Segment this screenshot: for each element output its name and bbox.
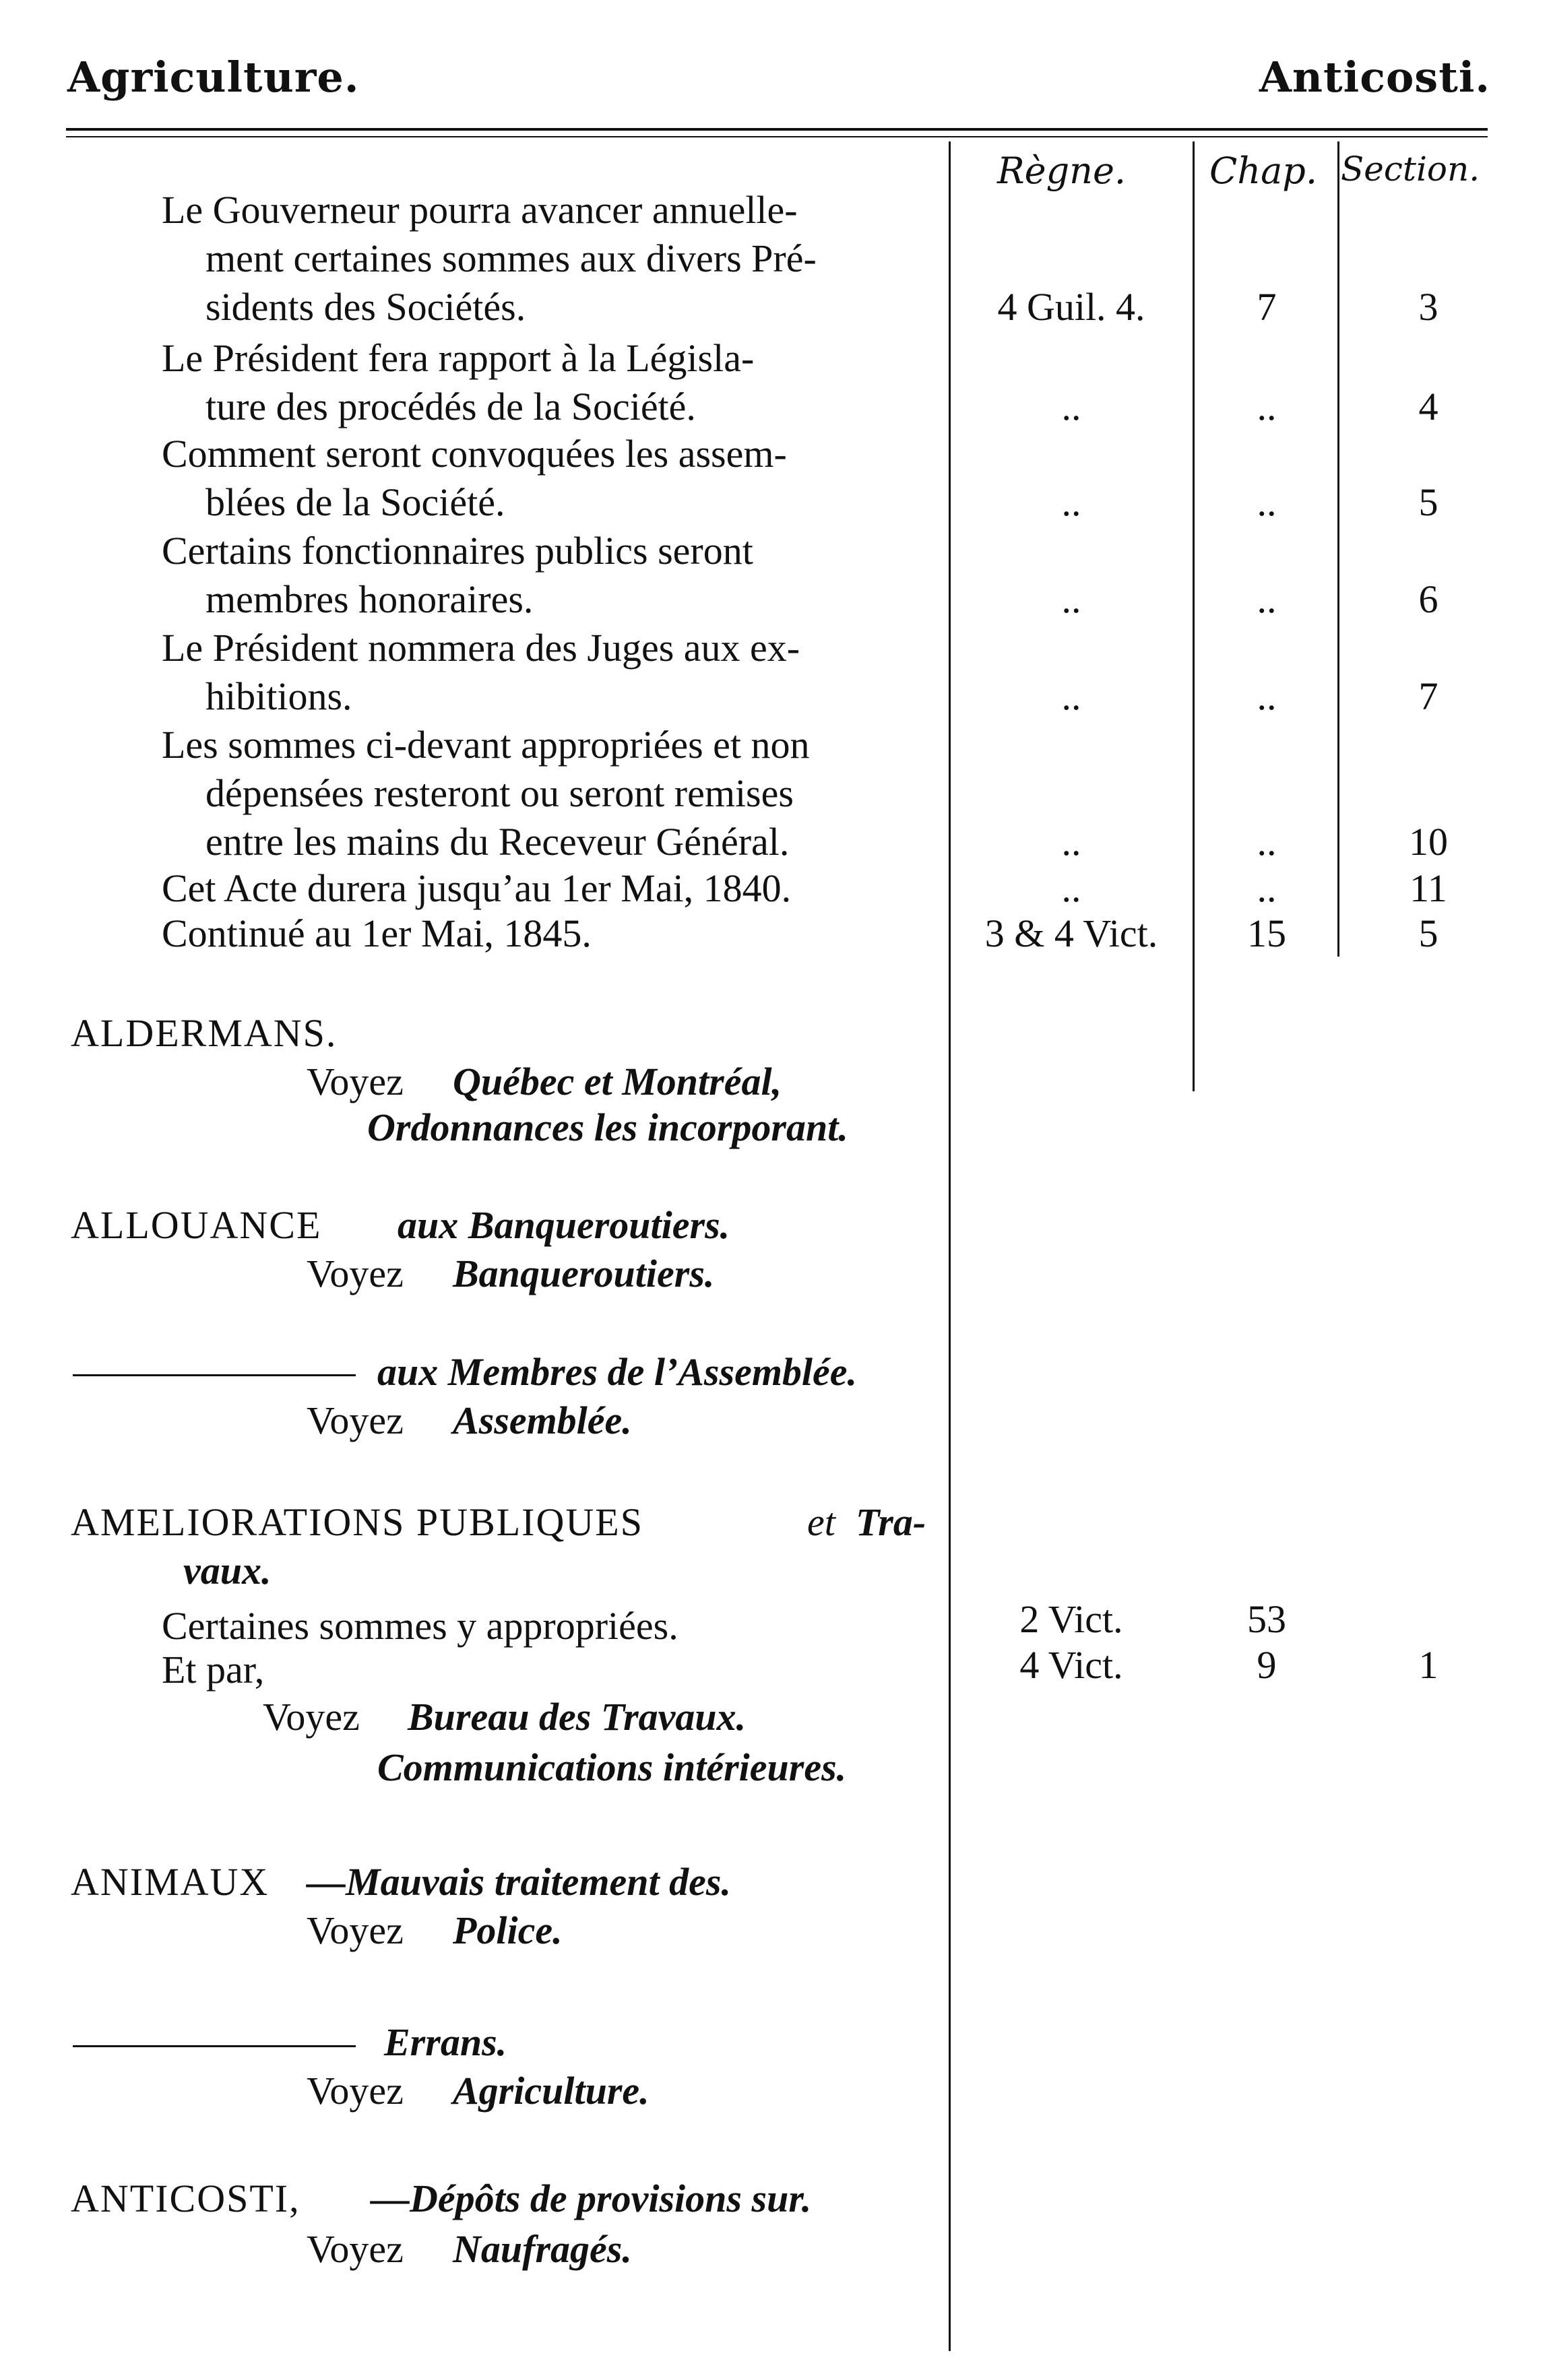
cross-reference: Québec et Montréal, — [453, 1060, 782, 1103]
entry-line: blées de la Société. — [205, 480, 505, 524]
entry-heading: ALDERMANS. — [71, 1011, 338, 1055]
ditto-dash — [73, 1374, 356, 1376]
chap-value: 15 — [1247, 911, 1286, 955]
section-value: 10 — [1409, 820, 1448, 864]
cross-reference: Naufragés. — [453, 2227, 632, 2271]
column-rule-2 — [1193, 141, 1195, 1091]
cross-reference: Agriculture. — [453, 2069, 650, 2113]
ditto-dash — [73, 2045, 356, 2047]
entry-subheading: —Mauvais traitement des. — [307, 1860, 731, 1904]
entry-line: Le Gouverneur pourra avancer annuelle- — [162, 188, 798, 232]
running-head-left: Agriculture. — [67, 53, 360, 102]
entry-subheading: aux Banqueroutiers. — [398, 1203, 730, 1247]
section-value: 6 — [1418, 577, 1438, 621]
cross-reference: Police. — [453, 1908, 563, 1952]
section-value: 5 — [1418, 480, 1438, 524]
regne-value: .. — [1061, 820, 1081, 864]
section-value: 7 — [1418, 674, 1438, 718]
regne-value: 4 Vict. — [1019, 1643, 1123, 1687]
header-rule-thick — [66, 128, 1488, 131]
entry-heading: ALLOUANCE — [71, 1203, 322, 1247]
entry-heading-continued: vaux. — [183, 1549, 272, 1593]
entry-line: Comment seront convoquées les assem- — [162, 432, 787, 476]
section-value: 1 — [1418, 1643, 1438, 1687]
section-value: 11 — [1410, 866, 1447, 910]
voyez-label: Voyez — [307, 1908, 404, 1952]
column-header-regne: Règne. — [997, 150, 1127, 192]
entry-line: Cet Acte durera jusqu’au 1er Mai, 1840. — [162, 866, 792, 910]
voyez-label: Voyez — [307, 1252, 404, 1295]
voyez-label: Voyez — [307, 1398, 404, 1442]
entry-line: Les sommes ci-devant appropriées et non — [162, 723, 810, 767]
regne-value: 3 & 4 Vict. — [984, 911, 1158, 955]
entry-line: Le Président nommera des Juges aux ex- — [162, 626, 800, 670]
voyez-label: Voyez — [307, 1060, 404, 1103]
chap-value: .. — [1257, 480, 1277, 524]
entry-subheading: Errans. — [384, 2020, 507, 2064]
column-rule-3 — [1337, 141, 1339, 957]
entry-line: dépensées resteront ou seront remises — [205, 771, 794, 815]
header-rule-thin — [66, 136, 1488, 137]
cross-reference: Assemblée. — [453, 1398, 632, 1442]
column-header-chap: Chap. — [1209, 150, 1318, 192]
section-value: 4 — [1418, 385, 1438, 428]
entry-subheading: aux Membres de l’Assemblée. — [377, 1350, 858, 1394]
chap-value: 9 — [1257, 1643, 1277, 1687]
cross-reference: Ordonnances les incorporant. — [367, 1105, 848, 1149]
cross-reference: Communications intérieures. — [377, 1745, 847, 1789]
voyez-label: Voyez — [263, 1695, 360, 1739]
cross-reference: Bureau des Travaux. — [408, 1695, 747, 1739]
entry-line: ment certaines sommes aux divers Pré- — [205, 236, 817, 280]
chap-value: 7 — [1257, 285, 1277, 329]
regne-value: 2 Vict. — [1019, 1597, 1123, 1641]
entry-heading: ANIMAUX — [71, 1860, 270, 1904]
entry-line: sidents des Sociétés. — [205, 285, 526, 329]
regne-value: .. — [1061, 385, 1081, 428]
entry-heading: ANTICOSTI, — [71, 2177, 300, 2220]
chap-value: .. — [1257, 674, 1277, 718]
column-rule-1 — [949, 141, 951, 2351]
entry-line: ture des procédés de la Société. — [205, 385, 696, 428]
section-value: 3 — [1418, 285, 1438, 329]
entry-line: Certains fonctionnaires publics seront — [162, 529, 753, 573]
regne-value: .. — [1061, 577, 1081, 621]
regne-value: .. — [1061, 480, 1081, 524]
entry-heading-continued: Tra- — [856, 1500, 926, 1544]
voyez-label: Voyez — [307, 2227, 404, 2271]
chap-value: 53 — [1247, 1597, 1286, 1641]
regne-value: .. — [1061, 866, 1081, 910]
regne-value: 4 Guil. 4. — [997, 285, 1145, 329]
entry-line: hibitions. — [205, 674, 352, 718]
column-header-section: Section. — [1341, 150, 1480, 189]
chap-value: .. — [1257, 577, 1277, 621]
entry-line: entre les mains du Receveur Général. — [205, 820, 790, 864]
running-head-right: Anticosti. — [1259, 53, 1490, 102]
entry-heading-et: et — [807, 1500, 835, 1544]
entry-line: Le Président fera rapport à la Législa- — [162, 336, 755, 380]
entry-heading: AMELIORATIONS PUBLIQUES — [71, 1500, 643, 1544]
entry-subheading: —Dépôts de provisions sur. — [371, 2177, 812, 2220]
entry-line: Et par, — [162, 1648, 265, 1692]
voyez-label: Voyez — [307, 2069, 404, 2113]
cross-reference: Banqueroutiers. — [453, 1252, 715, 1295]
chap-value: .. — [1257, 820, 1277, 864]
section-value: 5 — [1418, 911, 1438, 955]
chap-value: .. — [1257, 385, 1277, 428]
entry-line: Certaines sommes y appropriées. — [162, 1604, 678, 1648]
entry-line: membres honoraires. — [205, 577, 534, 621]
entry-line: Continué au 1er Mai, 1845. — [162, 911, 592, 955]
chap-value: .. — [1257, 866, 1277, 910]
regne-value: .. — [1061, 674, 1081, 718]
